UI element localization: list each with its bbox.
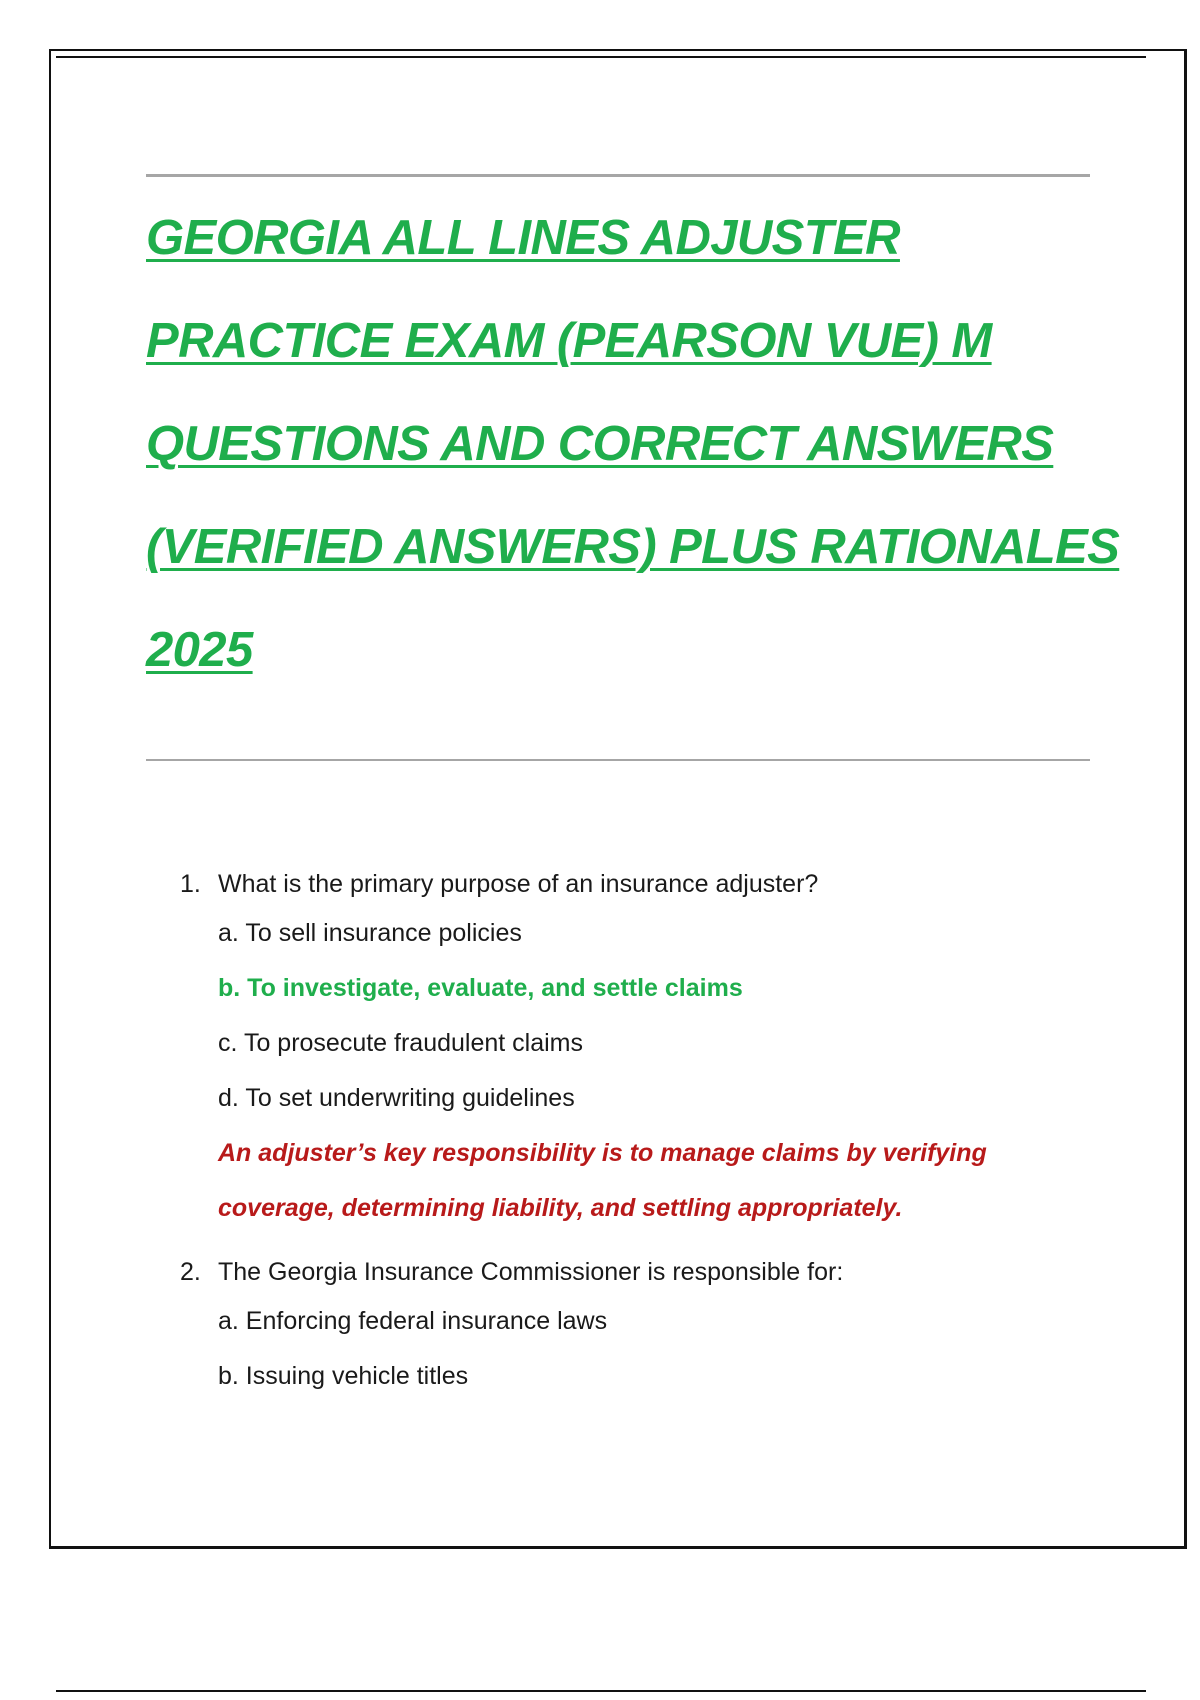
question-2-options — [180, 1294, 1080, 1404]
question-2-stem — [180, 1250, 1080, 1294]
question-text: What is the primary purpose of an insurance adjuster? — [218, 870, 819, 898]
answer-option-b-correct: b. To investigate, evaluate, and settle claims — [218, 974, 743, 1002]
document-title — [146, 208, 1120, 723]
title-top-divider — [146, 174, 1090, 177]
question-1 — [180, 862, 1080, 1236]
question-text: The Georgia Insurance Commissioner is responsible for: — [218, 1258, 844, 1286]
question-number: 1. — [180, 870, 201, 898]
answer-option-a: a. To sell insurance policies — [218, 919, 522, 947]
question-1-options — [180, 906, 1080, 1126]
answer-option-b: b. Issuing vehicle titles — [218, 1362, 469, 1390]
title-line-2: PRACTICE EXAM (PEARSON VUE) M — [146, 314, 992, 368]
question-list — [180, 862, 1080, 1404]
top-border-rule — [56, 56, 1146, 58]
rationale-line-1: An adjuster’s key responsibility is to manage claims by verifying — [218, 1139, 987, 1167]
question-2 — [180, 1250, 1080, 1404]
title-line-1: GEORGIA ALL LINES ADJUSTER — [146, 211, 900, 265]
answer-option-c: c. To prosecute fraudulent claims — [218, 1029, 584, 1057]
answer-option-d: d. To set underwriting guidelines — [218, 1084, 575, 1112]
question-number: 2. — [180, 1258, 201, 1286]
title-line-4: (VERIFIED ANSWERS) PLUS RATIONALES — [146, 520, 1120, 574]
title-line-3: QUESTIONS AND CORRECT ANSWERS — [146, 417, 1054, 471]
question-1-rationale — [218, 1126, 1080, 1236]
title-line-5: 2025 — [146, 623, 253, 677]
rationale-line-2: coverage, determining liability, and settling appropriately. — [218, 1194, 903, 1222]
next-page-border-rule — [56, 1690, 1146, 1692]
title-bottom-divider — [146, 759, 1090, 761]
question-1-stem — [180, 862, 1080, 906]
answer-option-a: a. Enforcing federal insurance laws — [218, 1307, 608, 1335]
